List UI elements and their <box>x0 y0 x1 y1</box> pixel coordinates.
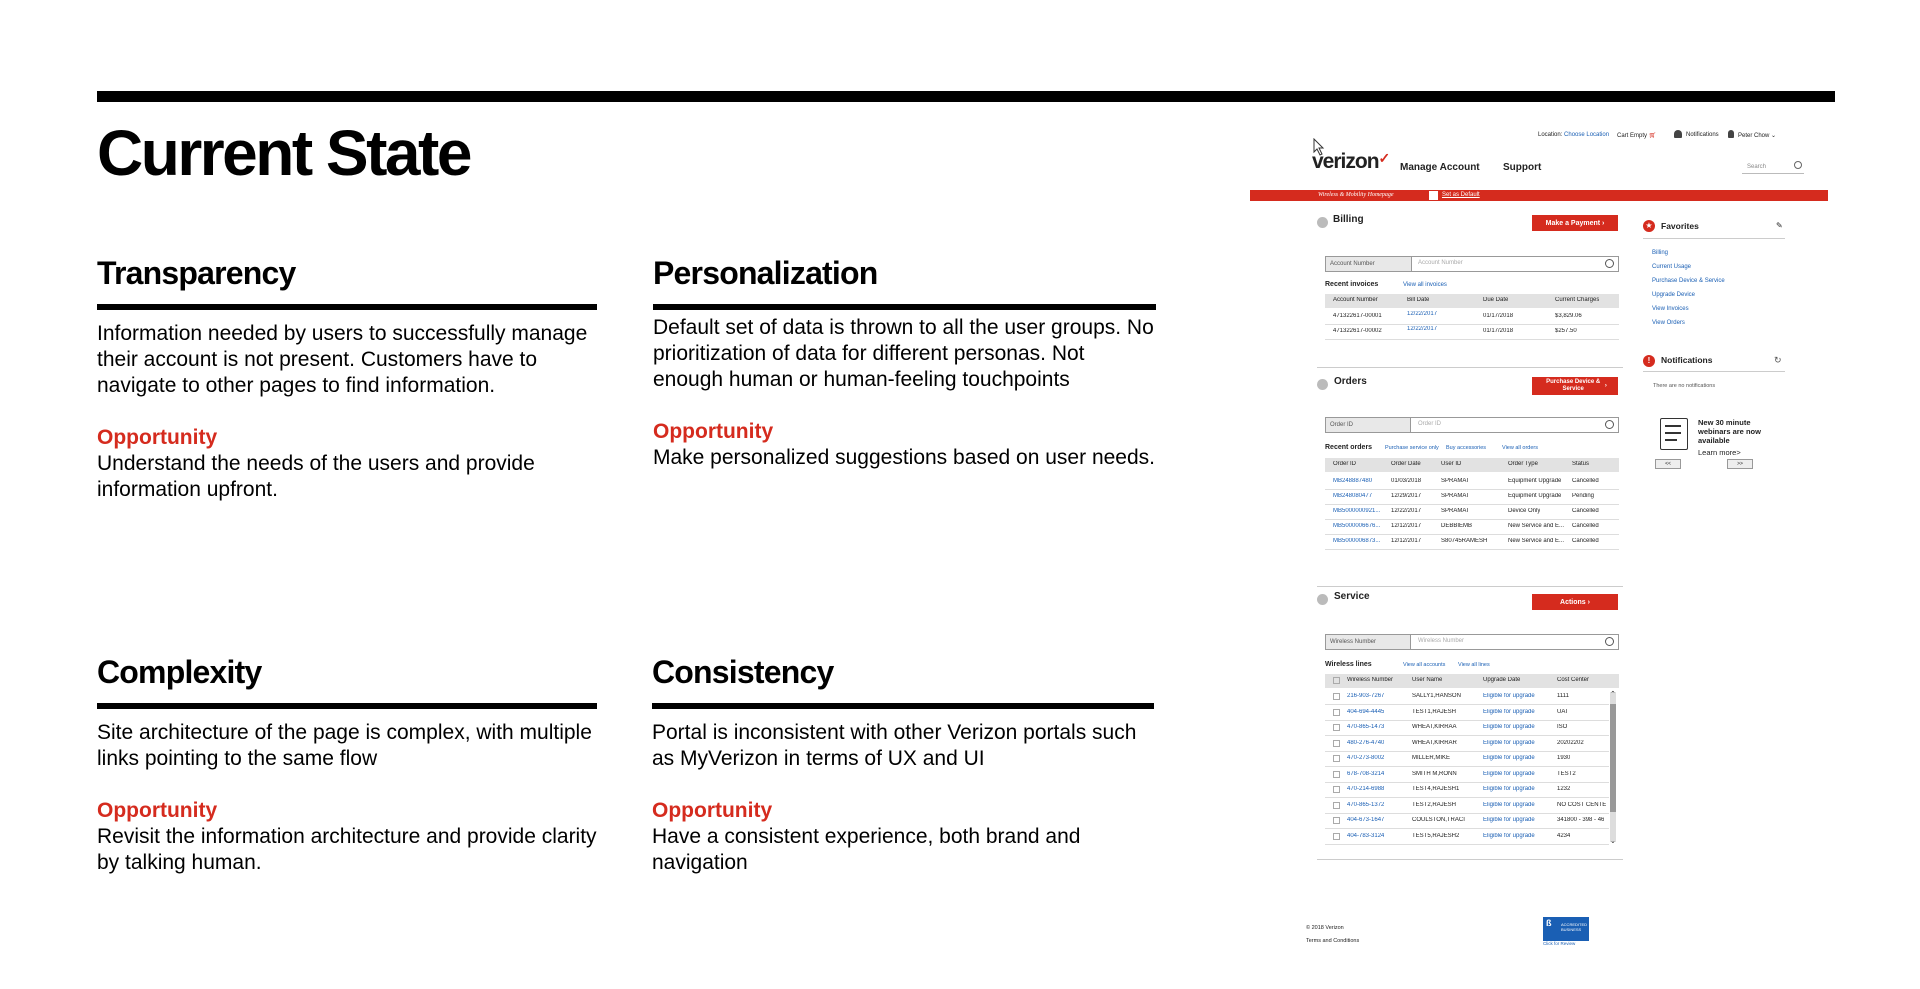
notifications-title: Notifications <box>1661 355 1713 365</box>
col-header: Order Type <box>1508 461 1538 467</box>
table-cell-link[interactable]: 12/22/2017 <box>1407 326 1438 332</box>
favorite-link[interactable]: Upgrade Device <box>1652 292 1696 298</box>
row-checkbox[interactable] <box>1333 740 1340 747</box>
row-checkbox[interactable] <box>1333 755 1340 762</box>
bbb-line2: BUSINESS <box>1561 927 1582 932</box>
order-id-link[interactable]: MB5000000921... <box>1333 508 1381 514</box>
search-icon[interactable] <box>1794 161 1802 169</box>
checkbox-icon[interactable] <box>1429 191 1438 200</box>
row-checkbox[interactable] <box>1333 709 1340 716</box>
table-cell: DEBBIEMB <box>1441 523 1473 529</box>
row-checkbox[interactable] <box>1333 833 1340 840</box>
section-consistency <box>652 655 1154 876</box>
divider <box>1643 371 1785 372</box>
table-row[interactable] <box>1325 706 1609 721</box>
user-menu[interactable] <box>1738 132 1776 139</box>
table-cell: SPRAMAT <box>1441 478 1470 484</box>
table-cell: Equipment Upgrade <box>1508 478 1562 484</box>
orders-search[interactable] <box>1325 417 1619 433</box>
table-cell: ISO <box>1557 724 1568 730</box>
refresh-icon[interactable]: ↻ <box>1774 355 1782 365</box>
upgrade-link[interactable]: Eligible for upgrade <box>1483 708 1535 715</box>
billing-title: Billing <box>1333 214 1364 225</box>
table-cell: Pending <box>1572 493 1595 499</box>
scroll-up-icon[interactable]: ⌃ <box>1610 691 1616 698</box>
table-cell: 12/12/2017 <box>1391 538 1422 544</box>
search-placeholder: Account Number <box>1418 260 1463 266</box>
col-header: User ID <box>1441 461 1462 467</box>
checklist-icon <box>1660 418 1688 450</box>
wireless-number-link[interactable]: 470-865-1473 <box>1347 724 1385 730</box>
table-cell: New Service and E... <box>1508 523 1565 529</box>
row-checkbox[interactable] <box>1333 724 1340 731</box>
make-payment-button[interactable]: Make a Payment › <box>1532 215 1618 231</box>
order-id-link[interactable]: MB248080477 <box>1333 493 1373 499</box>
section-heading: Personalization <box>653 255 878 291</box>
section-rule <box>652 703 1154 709</box>
wireless-number-link[interactable]: 404-673-1647 <box>1347 817 1385 823</box>
table-cell: Equipment Upgrade <box>1508 493 1562 499</box>
favorite-link[interactable]: Billing <box>1652 250 1669 256</box>
table-row[interactable] <box>1325 721 1609 736</box>
table-cell: COULSTON,TRACI <box>1412 817 1465 823</box>
favorites-title: Favorites <box>1661 221 1699 231</box>
col-header: Order ID <box>1333 461 1357 467</box>
col-header: Current Charges <box>1555 297 1600 303</box>
terms-link[interactable]: Terms and Conditions <box>1306 938 1360 944</box>
table-cell: TEST1,RAJESH <box>1412 708 1457 715</box>
table-cell: 20202202 <box>1557 739 1584 746</box>
favorite-link[interactable]: Purchase Device & Service <box>1652 278 1725 284</box>
section-rule <box>97 304 597 310</box>
scroll-down-icon[interactable]: ⌄ <box>1610 838 1616 845</box>
table-row[interactable] <box>1325 799 1609 814</box>
table-row[interactable] <box>1325 768 1609 783</box>
wireless-number-link[interactable]: 404-694-4445 <box>1347 708 1385 715</box>
table-cell: 12/22/2017 <box>1391 508 1422 514</box>
favorite-link[interactable]: View Orders <box>1652 320 1685 326</box>
location-label: Location: <box>1538 132 1563 138</box>
banner-text: Wireless & Mobility Homepage <box>1318 192 1394 198</box>
upgrade-link[interactable]: Eligible for upgrade <box>1483 770 1535 777</box>
table-row[interactable] <box>1325 814 1609 829</box>
bbb-badge[interactable] <box>1543 917 1589 941</box>
table-cell: New Service and E... <box>1508 538 1565 544</box>
table-cell: TEST2 <box>1557 770 1576 777</box>
table-row[interactable] <box>1325 535 1619 550</box>
table-row[interactable] <box>1325 325 1619 340</box>
search-input[interactable] <box>1742 160 1804 174</box>
cart-status[interactable] <box>1617 132 1656 139</box>
wireless-select[interactable]: Wireless Number <box>1326 635 1411 649</box>
set-default-link[interactable]: Set as Default <box>1442 192 1480 198</box>
table-row[interactable] <box>1325 783 1609 798</box>
view-all-orders-link[interactable]: View all orders <box>1502 445 1538 451</box>
wireless-number-link[interactable]: 678-708-3214 <box>1347 770 1385 777</box>
upgrade-link[interactable]: Eligible for upgrade <box>1483 786 1535 792</box>
banner <box>1250 190 1828 201</box>
favorite-link[interactable]: View Invoices <box>1652 306 1689 312</box>
opportunity-label: Opportunity <box>97 799 218 823</box>
slide-title: Current State <box>97 117 470 189</box>
col-header: User Name <box>1412 677 1443 683</box>
table-cell: TEST4,RAJESH1 <box>1412 786 1460 792</box>
table-row[interactable] <box>1325 490 1619 505</box>
upgrade-link[interactable]: Eligible for upgrade <box>1483 739 1535 746</box>
next-button[interactable]: >> <box>1727 459 1753 469</box>
divider <box>1317 367 1623 368</box>
verizon-portal-mockup <box>1250 128 1828 948</box>
location-selector[interactable] <box>1538 132 1609 138</box>
table-cell: $3,829.06 <box>1555 313 1582 319</box>
section-heading: Complexity <box>97 654 262 690</box>
order-id-link[interactable]: MB5000006676... <box>1333 523 1381 529</box>
section-heading: Consistency <box>652 654 834 690</box>
table-cell: NO COST CENTE <box>1557 801 1607 808</box>
top-rule <box>97 91 1835 102</box>
cart-icon: 🛒︎ <box>1648 133 1657 139</box>
prev-button[interactable]: << <box>1655 459 1681 469</box>
scrollbar[interactable] <box>1610 692 1616 842</box>
star-icon: ★ <box>1643 220 1655 232</box>
col-header: Order Date <box>1391 461 1421 467</box>
table-row[interactable] <box>1325 690 1609 705</box>
logo-check: ✓ <box>1378 150 1390 166</box>
copyright: © 2018 Verizon <box>1306 925 1344 931</box>
table-cell: SALLY1,HANSON <box>1412 693 1461 699</box>
table-row[interactable] <box>1325 520 1619 535</box>
opportunity-label: Opportunity <box>97 426 218 450</box>
orders-title: Orders <box>1334 376 1367 387</box>
wireless-number-link[interactable]: 480-276-4740 <box>1347 739 1385 746</box>
view-all-accounts-link[interactable]: View all accounts <box>1403 662 1446 668</box>
table-cell: 471322617-00001 <box>1333 313 1382 319</box>
view-all-invoices-link[interactable]: View all invoices <box>1403 282 1447 288</box>
col-header: Upgrade Date <box>1483 677 1521 683</box>
col-header: Account Number <box>1333 297 1378 303</box>
bbb-line1: ACCREDITED <box>1561 922 1588 927</box>
divider <box>1643 238 1785 239</box>
order-id-link[interactable]: MB248887480 <box>1333 478 1373 484</box>
section-body: Default set of data is thrown to all the user groups. No prioritization of data for different personas. Not enough human or human-feeling touchpoints <box>653 316 1154 392</box>
actions-button[interactable]: Actions › <box>1532 594 1618 610</box>
section-body: Site architecture of the page is complex, with multiple links pointing to the same flow <box>97 721 592 771</box>
favorites-list <box>1652 250 1725 334</box>
table-cell-link[interactable]: 12/22/2017 <box>1407 311 1438 317</box>
table-cell: $257.50 <box>1555 328 1577 334</box>
search-placeholder: Wireless Number <box>1418 638 1465 644</box>
table-cell: 1930 <box>1557 755 1571 761</box>
bbb-review-link[interactable]: Click for Review <box>1543 941 1576 946</box>
table-row[interactable] <box>1325 752 1609 767</box>
orders-header <box>1325 458 1619 472</box>
collapse-orders-icon[interactable] <box>1317 379 1328 390</box>
section-body: Information needed by users to successfully manage their account is not present. Customers have to navigate to other pages to find information. <box>97 322 588 398</box>
wireless-number-link[interactable]: 470-865-1372 <box>1347 801 1385 808</box>
divider <box>1317 586 1623 587</box>
table-cell: 01/03/2018 <box>1391 478 1422 484</box>
edit-icon[interactable]: ✎ <box>1776 221 1783 230</box>
nav-manage-account[interactable]: Manage Account <box>1400 162 1480 173</box>
divider <box>1317 859 1623 860</box>
collapse-service-icon[interactable] <box>1317 594 1328 605</box>
section-rule <box>97 703 597 709</box>
table-cell: SMITH M,RONN <box>1412 770 1457 777</box>
table-cell: Cancelled <box>1572 478 1599 484</box>
col-header: Wireless Number <box>1347 677 1394 683</box>
section-heading: Transparency <box>97 255 296 291</box>
row-checkbox[interactable] <box>1333 693 1340 700</box>
webinar-promo: New 30 minute webinars are now available <box>1698 418 1761 445</box>
nav-support[interactable]: Support <box>1503 162 1542 173</box>
search-placeholder: Order ID <box>1418 421 1442 427</box>
wireless-number-link[interactable]: 404-783-3124 <box>1347 832 1385 839</box>
table-row[interactable] <box>1325 505 1619 520</box>
learn-more-link[interactable]: Learn more> <box>1698 448 1741 457</box>
chevron-down-icon: ⌄ <box>1771 133 1777 139</box>
upgrade-link[interactable]: Eligible for upgrade <box>1483 755 1535 761</box>
table-cell: SPRAMAT <box>1441 493 1470 499</box>
user-icon <box>1728 130 1734 138</box>
button-label: Purchase Device & Service <box>1546 379 1601 392</box>
lines-header <box>1325 674 1619 688</box>
row-checkbox[interactable] <box>1333 771 1340 778</box>
order-select[interactable]: Order ID <box>1326 418 1411 432</box>
col-header: Status <box>1572 461 1590 467</box>
bell-icon[interactable] <box>1674 130 1682 138</box>
search-icon[interactable] <box>1605 637 1614 646</box>
table-cell: 341800 - 398 - 46 <box>1557 817 1605 823</box>
search-icon[interactable] <box>1605 259 1614 268</box>
table-cell: TEST2,RAJESH <box>1412 801 1457 808</box>
section-personalization <box>653 256 1156 471</box>
search-placeholder: Search <box>1747 164 1767 170</box>
col-header: Cost Center <box>1557 677 1590 683</box>
table-cell: 471322617-00002 <box>1333 328 1382 334</box>
wireless-number-link[interactable]: 470-273-8002 <box>1347 755 1385 761</box>
opportunity-text: Understand the needs of the users and provide information upfront. <box>97 452 535 502</box>
opportunity-text: Revisit the information architecture and provide clarity by talking human. <box>97 825 597 875</box>
account-select[interactable]: Account Number <box>1326 257 1412 271</box>
favorite-link[interactable]: Current Usage <box>1652 264 1692 270</box>
service-search[interactable] <box>1325 634 1619 650</box>
table-cell: Cancelled <box>1572 538 1599 544</box>
verizon-logo[interactable] <box>1312 150 1389 174</box>
collapse-billing-icon[interactable] <box>1317 217 1328 228</box>
table-cell: TEST5,RAJESH2 <box>1412 832 1460 839</box>
row-checkbox[interactable] <box>1333 802 1340 809</box>
table-cell: 12/29/2017 <box>1391 493 1422 499</box>
table-cell: S80745RAMESH <box>1441 538 1488 544</box>
table-cell: Device Only <box>1508 508 1541 514</box>
table-cell: MILLER,MIKE <box>1412 755 1451 761</box>
section-rule <box>653 304 1156 310</box>
table-row[interactable] <box>1325 830 1609 845</box>
section-transparency <box>97 256 597 503</box>
table-row[interactable] <box>1325 475 1619 490</box>
table-row[interactable] <box>1325 737 1609 752</box>
upgrade-link[interactable]: Eligible for upgrade <box>1483 724 1535 730</box>
search-icon[interactable] <box>1605 420 1614 429</box>
upgrade-link[interactable]: Eligible for upgrade <box>1483 693 1535 699</box>
table-cell: Cancelled <box>1572 508 1599 514</box>
order-id-link[interactable]: MB5000006873... <box>1333 538 1381 544</box>
wireless-number-link[interactable]: 470-214-6988 <box>1347 786 1385 792</box>
bbb-logo-icon: ß <box>1546 918 1552 928</box>
logo-text: verizon <box>1312 150 1379 173</box>
alert-icon: ! <box>1643 355 1655 367</box>
table-cell: WHEAT,KIRRAA <box>1412 724 1457 730</box>
table-cell: 4234 <box>1557 832 1571 839</box>
cart-label: Cart Empty <box>1617 133 1648 139</box>
section-complexity <box>97 655 597 876</box>
table-row[interactable] <box>1325 310 1619 325</box>
recent-orders-label: Recent orders <box>1325 444 1373 451</box>
table-cell: 01/17/2018 <box>1483 328 1514 334</box>
table-cell: Cancelled <box>1572 523 1599 529</box>
col-header: Due Date <box>1483 297 1509 303</box>
col-header: Bill Date <box>1407 297 1430 303</box>
table-cell: 1111 <box>1557 693 1570 699</box>
table-cell: 1232 <box>1557 786 1571 792</box>
opportunity-text: Have a consistent experience, both brand and navigation <box>652 825 1081 875</box>
opportunity-label: Opportunity <box>653 420 774 444</box>
upgrade-link[interactable]: Eligible for upgrade <box>1483 817 1535 823</box>
button-label: Make a Payment <box>1545 219 1601 227</box>
button-label: Actions <box>1560 598 1586 606</box>
billing-search[interactable] <box>1325 256 1619 272</box>
service-title: Service <box>1334 591 1370 602</box>
notifications-link[interactable]: Notifications <box>1686 132 1719 138</box>
buy-accessories-link[interactable]: Buy accessories <box>1446 445 1487 451</box>
select-all-checkbox[interactable] <box>1333 677 1340 684</box>
upgrade-link[interactable]: Eligible for upgrade <box>1483 801 1535 808</box>
location-link[interactable]: Choose Location <box>1564 132 1610 138</box>
invoices-header <box>1325 294 1619 308</box>
table-cell: SPRAMAT <box>1441 508 1470 514</box>
user-name: Peter Chow <box>1738 133 1770 139</box>
table-cell: UAT <box>1557 708 1569 715</box>
table-cell: 01/17/2018 <box>1483 313 1514 319</box>
view-all-lines-link[interactable]: View all lines <box>1458 662 1490 668</box>
purchase-service-link[interactable]: Purchase service only <box>1385 445 1439 451</box>
row-checkbox[interactable] <box>1333 786 1340 793</box>
table-cell: WHEAT,KIRRAR <box>1412 739 1457 746</box>
wireless-number-link[interactable]: 216-903-7267 <box>1347 693 1385 699</box>
table-cell: 12/12/2017 <box>1391 523 1422 529</box>
scrollbar-thumb[interactable] <box>1610 704 1616 812</box>
wireless-lines-label: Wireless lines <box>1325 661 1372 668</box>
opportunity-label: Opportunity <box>652 799 773 823</box>
section-body: Portal is inconsistent with other Verizon portals such as MyVerizon in terms of UX and UI <box>652 721 1137 771</box>
no-notifications-text: There are no notifications <box>1653 383 1716 389</box>
opportunity-text: Make personalized suggestions based on user needs. <box>653 446 1155 470</box>
recent-invoices-label: Recent invoices <box>1325 281 1379 288</box>
upgrade-link[interactable]: Eligible for upgrade <box>1483 832 1535 839</box>
row-checkbox[interactable] <box>1333 817 1340 824</box>
purchase-device-button[interactable]: Purchase Device & Service › <box>1532 377 1618 395</box>
